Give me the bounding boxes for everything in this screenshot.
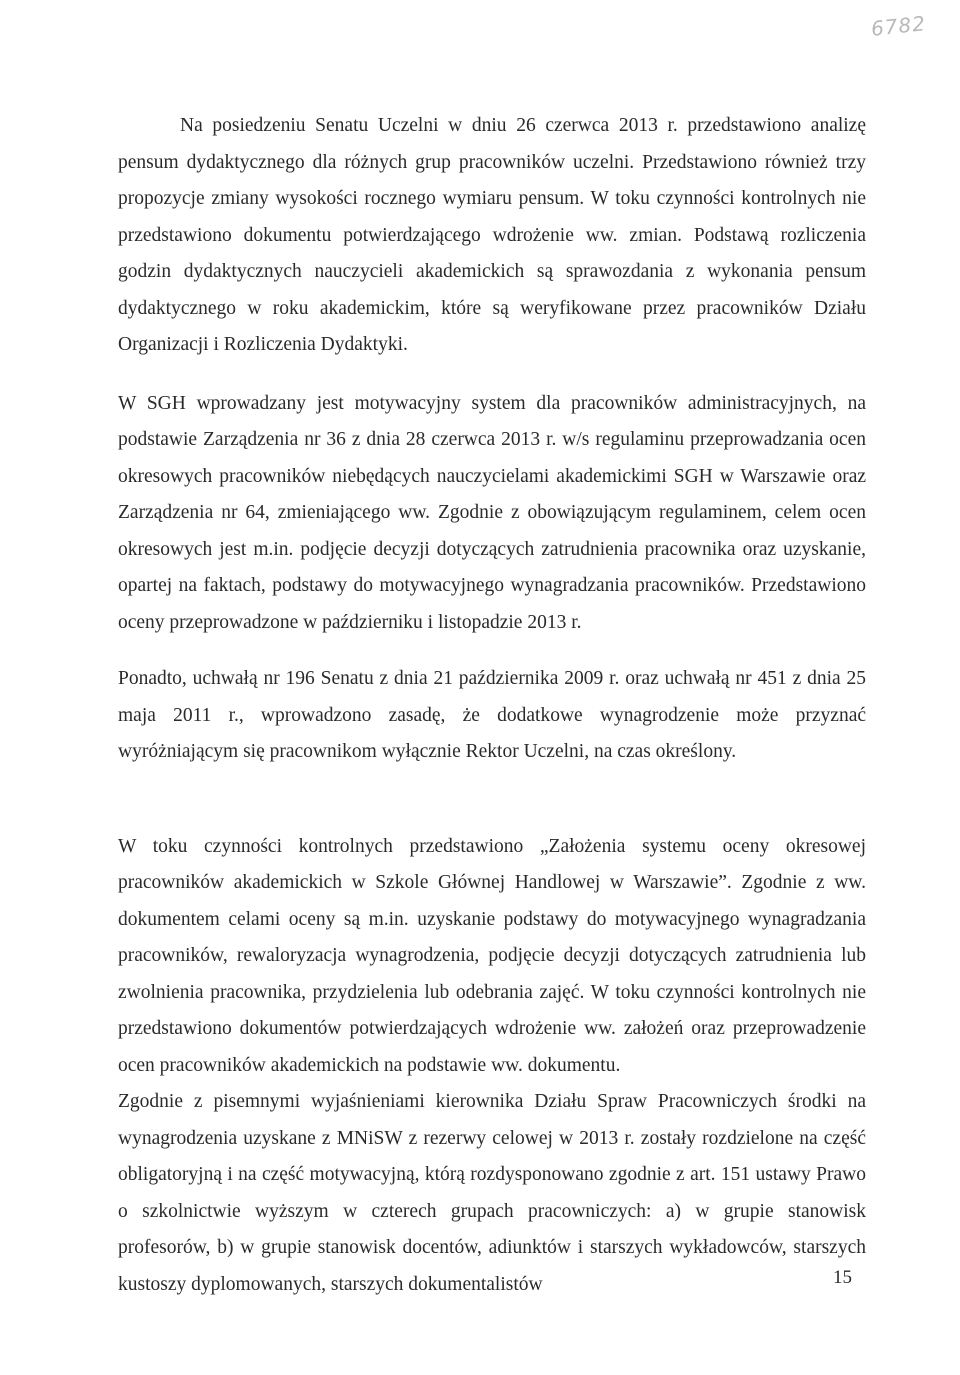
paragraph-academic-evaluation: W toku czynności kontrolnych przedstawiono „Założenia systemu oceny okresowej pracowników akademickich w Szkole Głównej Handlowej w Warszawie”. Zgodnie z ww. dokumentem celami oceny są m.in. uzyskanie podstawy do motywacyjnego wynagradzania pracowników, rewaloryzacja wynagrodzenia, podjęcie decyzji dotyczących zatrudnienia lub zwolnienia pracownika, przydzielenia lub odebrania zajęć. W toku czynności kontrolnych nie przedstawiono dokumentów potwierdzających wdrożenie ww. założeń oraz przeprowadzenie ocen pracowników akademickich na podstawie ww. dokumentu. bbox=[118, 835, 866, 1076]
paragraph-hr-explanations: Zgodnie z pisemnymi wyjaśnieniami kierownika Działu Spraw Pracowniczych środki na wynagrodzenia uzyskane z MNiSW z rezerwy celowej w 2013 r. zostały rozdzielone na część obligatoryjną i na część motywacyjną, którą rozdysponowano zgodnie z art. 151 ustawy Prawo o szkolnictwie wyższym w czterech grupach pracowniczych: a) w grupie stanowisk profesorów, b) w grupie stanowisk docentów, adiunktów i starszych wykładowców, starszych kustoszy dyplomowanych, starszych dokumentalistów bbox=[118, 1091, 866, 1295]
page-number: 15 bbox=[833, 1267, 852, 1288]
handwritten-page-annotation: 6782 bbox=[869, 11, 928, 41]
paragraph-sgh-motivation-system: W SGH wprowadzany jest motywacyjny system dla pracowników administracyjnych, na podstawie Zarządzenia nr 36 z dnia 28 czerwca 2013 r. w/s regulaminu przeprowadzania ocen okresowych pracowników niebędących nauczycielami akademickimi SGH w Warszawie oraz Zarządzenia nr 64, zmieniającego ww. Zgodnie z obowiązującym regulaminem, celem ocen okresowych jest m.in. podjęcie decyzji dotyczących zatrudnienia pracownika oraz uzyskanie, opartej na faktach, podstawy do motywacyjnego wynagradzania pracowników. Przedstawiono oceny przeprowadzone w październiku i listopadzie 2013 r. bbox=[118, 392, 866, 633]
paragraph-senate-pensum: Na posiedzeniu Senatu Uczelni w dniu 26 czerwca 2013 r. przedstawiono analizę pensum dydaktycznego dla różnych grup pracowników uczelni. Przedstawiono również trzy propozycje zmiany wysokości rocznego wymiaru pensum. W toku czynności kontrolnych nie przedstawiono dokumentu potwierdzającego wdrożenie ww. zmian. Podstawą rozliczenia godzin dydaktycznych nauczycieli akademickich są sprawozdania z wykonania pensum dydaktycznego w roku akademickim, które są weryfikowane przez pracowników Działu Organizacji i Rozliczenia Dydaktyki. bbox=[118, 115, 866, 355]
document-body bbox=[118, 108, 866, 1303]
paragraph-senate-resolutions: Ponadto, uchwałą nr 196 Senatu z dnia 21 października 2009 r. oraz uchwałą nr 451 z dnia 25 maja 2011 r., wprowadzono zasadę, że dodatkowe wynagrodzenie może przyznać wyróżniającym się pracownikom wyłącznie Rektor Uczelni, na czas określony. bbox=[118, 668, 866, 762]
